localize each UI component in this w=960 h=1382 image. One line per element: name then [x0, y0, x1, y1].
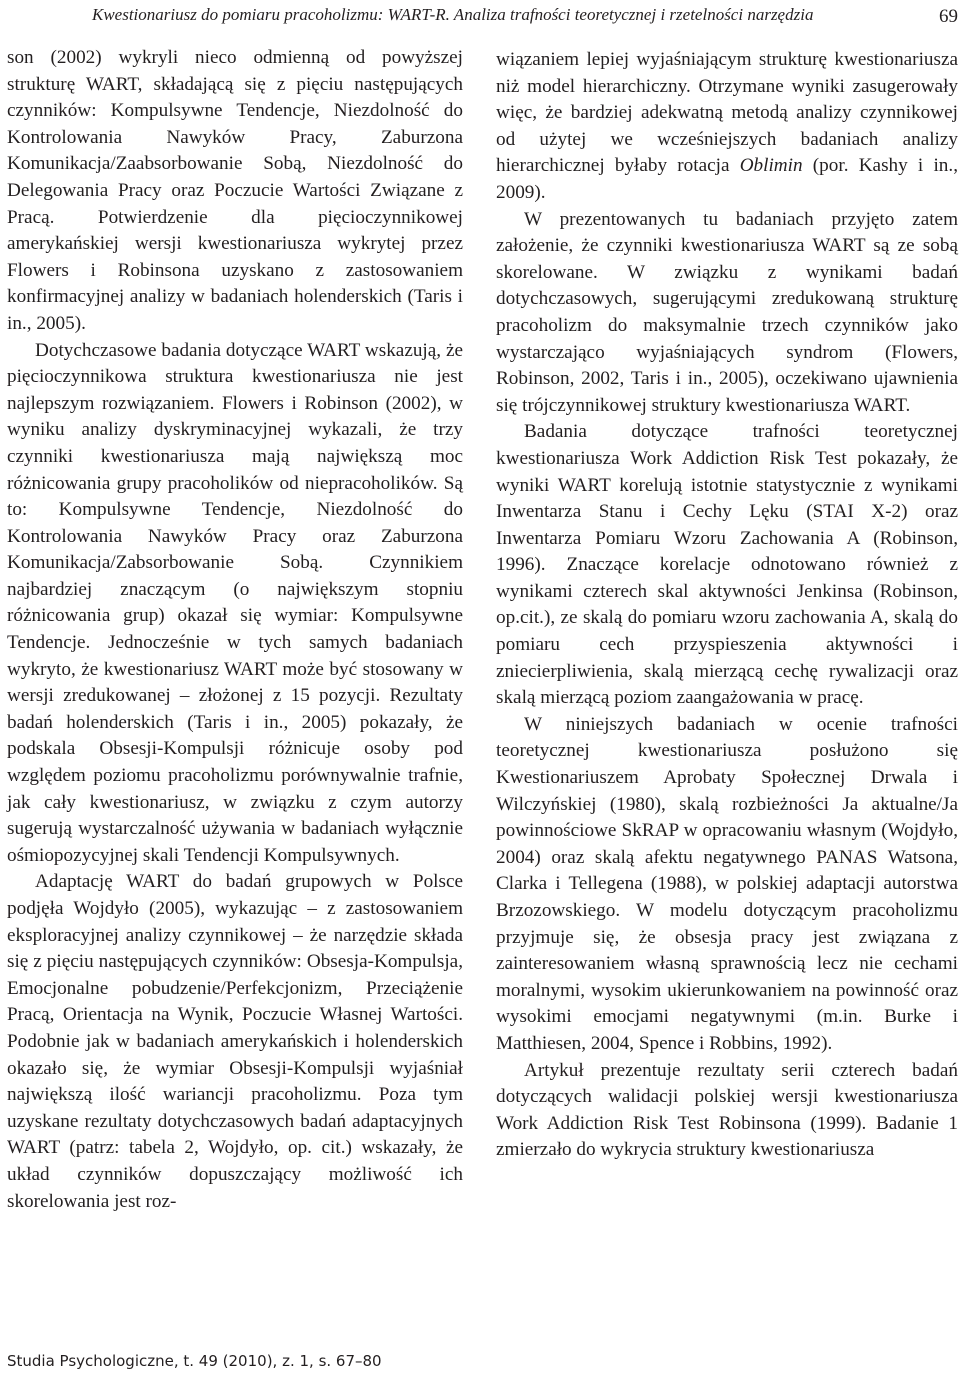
left-column: [7, 45, 463, 1215]
journal-citation: Studia Psychologiczne, t. 49 (2010), z. 1, s. 67–80: [7, 1352, 382, 1370]
right-column: [496, 47, 958, 1164]
left-paragraph-3: Adaptację WART do badań grupowych w Polsce podjęła Wojdyło (2005), wykazując – z zastosowaniem eksploracyjnej analizy czynnikowej – że narzędzie składa się z pięciu następujących czynników: Obsesja-Kompulsja, Emocjonalne pobudzenie/Perfekcjonizm, Przeciążenie Pracą, Orientacja na Wynik, Poczucie Własnej Wartości. Podobnie jak w badaniach amerykańskich i holenderskich okazało się, że wymiar Obsesji-Kompulsji wyjaśniał największą ilość wariancji pracoholizmu. Poza tym uzyskane rezultaty dotychczasowych badań adaptacyjnych WART (patrz: tabela 2, Wojdyło, op. cit.) wskazały, że układ czynników dopuszczający możliwość ich skorelowania jest roz-: [7, 871, 463, 1212]
running-title: Kwestionariusz do pomiaru pracoholizmu: WART-R. Analiza trafności teoretycznej i rzetelności narzędzia: [92, 5, 814, 24]
right-paragraph-1-text-b: (por. Kashy i in., 2009).: [496, 155, 958, 203]
right-paragraph-1-text-a: wiązaniem lepiej wyjaśniającym strukturę kwestionariusza niż model hierarchiczny. Otrzymane wyniki zasugerowały więc, że bardziej adekwatną metodą analizy czynnikowej od użytej we wcześniejszych badaniach analizy hierarchicznej byłaby rotacja: [496, 49, 958, 177]
page-number: 69: [939, 6, 958, 27]
right-paragraph-1-italic: Oblimin: [739, 155, 803, 177]
right-paragraph-3: Badania dotyczące trafności teoretycznej kwestionariusza Work Addiction Risk Test pokazały, że wyniki WART korelują istotnie statystycznie z wynikami Inwentarza Stanu i Cechy Lęku (STAI X-2) oraz Inwentarza Pomiaru Wzoru Zachowania A (Robinson, 1996). Znaczące korelacje odnotowano również z wynikami czterech skal aktywności Jenkinsa (Robinson, op.cit.), ze skalą do pomiaru wzoru zachowania A, skalą do pomiaru cech przyspieszenia aktywności i zniecierpliwienia, skalą mierzącą cechę rywalizacji oraz skalą mierzącą poziom zaangażowania w pracę.: [496, 421, 958, 709]
right-paragraph-5: Artykuł prezentuje rezultaty serii czterech badań dotyczących walidacji polskiej wersji kwestionariusza Work Addiction Risk Test Robinsona (1999). Badanie 1 zmierzało do wykrycia struktury kwestionariusza: [496, 1059, 958, 1161]
running-head: [92, 4, 958, 34]
right-paragraph-2: W prezentowanych tu badaniach przyjęto zatem założenie, że czynniki kwestionariusza WART są ze sobą skorelowane. W związku z wynikami badań dotychczasowych, sugerującymi zredukowaną strukturę pracoholizm do maksymalnie trzech czynników jako wystarczająco wyjaśniających syndrom (Flowers, Robinson, 2002, Taris i in., 2005), oczekiwano ujawnienia się trójczynnikowej struktury kwestionariusza WART.: [496, 208, 958, 416]
left-paragraph-1: son (2002) wykryli nieco odmienną od powyższej strukturę WART, składającą się z pięciu następujących czynników: Kompulsywne Tendencje, Niezdolność do Kontrolowania Nawyków Pracy, Zaburzona Komunikacja/Zaabsorbowanie Sobą, Niezdolność do Delegowania Pracy oraz Poczucie Wartości Związane z Pracą. Potwierdzenie dla pięcioczynnikowej amerykańskiej wersji kwestionariusza wykrytej przez Flowers i Robinsona uzyskano z zastosowaniem konfirmacyjnej analizy w badaniach holenderskich (Taris i in., 2005).: [7, 47, 463, 334]
left-paragraph-2: Dotychczasowe badania dotyczące WART wskazują, że pięcioczynnikowa struktura kwestionariusza nie jest najlepszym rozwiązaniem. Flowers i Robinson (2002), w wyniku analizy dyskryminacyjnej wykazali, że trzy czynniki kwestionariusza mają największą moc różnicowania grupy pracoholików od niepracoholików. Są to: Kompulsywne Tendencje, Niezdolność do Kontrolowania Nawyków Pracy oraz Zaburzona Komunikacja/Zabsorbowanie Sobą. Czynnikiem najbardziej znaczącym (o największym stopniu różnicowania grup) okazał się wymiar: Kompulsywne Tendencje. Jednocześnie w tych samych badaniach wykryto, że kwestionariusz WART może być stosowany w wersji zredukowanej – złożonej z 15 pozycji. Rezultaty badań holenderskich (Taris i in., 2005) pokazały, że podskala Obsesji-Kompulsji różnicuje osoby pod względem poziomu pracoholizmu porównywalnie trafnie, jak cały kwestionariusz, w związku z czym autorzy sugerują wystarczalność używania w badaniach wyłącznie ośmiopozycyjnej skali Tendencji Kompulsywnych.: [7, 339, 463, 866]
right-paragraph-4: W niniejszych badaniach w ocenie trafności teoretycznej kwestionariusza posłużono się Kwestionariuszem Aprobaty Społecznej Drwala i Wilczyńskiej (1980), skalą rozbieżności Ja aktualne/Ja powinnościowe SkRAP w opracowaniu własnym (Wojdyło, 2004) oraz skalą afektu negatywnego PANAS Watsona, Clarka i Tellegena (1988), w polskiej adaptacji autorstwa Brzozowskiego. W modelu dotyczącym pracoholizmu przyjmuje się, że obsesja pracy jest związana z zainteresowaniem własną sprawnością lecz nie cechami moralnymi, wysokim ukierunkowaniem na powinność oraz wysokimi emocjami negatywnymi (m.in. Burke i Matthiesen, 2004, Spence i Robbins, 1992).: [496, 713, 958, 1054]
right-paragraph-1: [496, 47, 958, 207]
